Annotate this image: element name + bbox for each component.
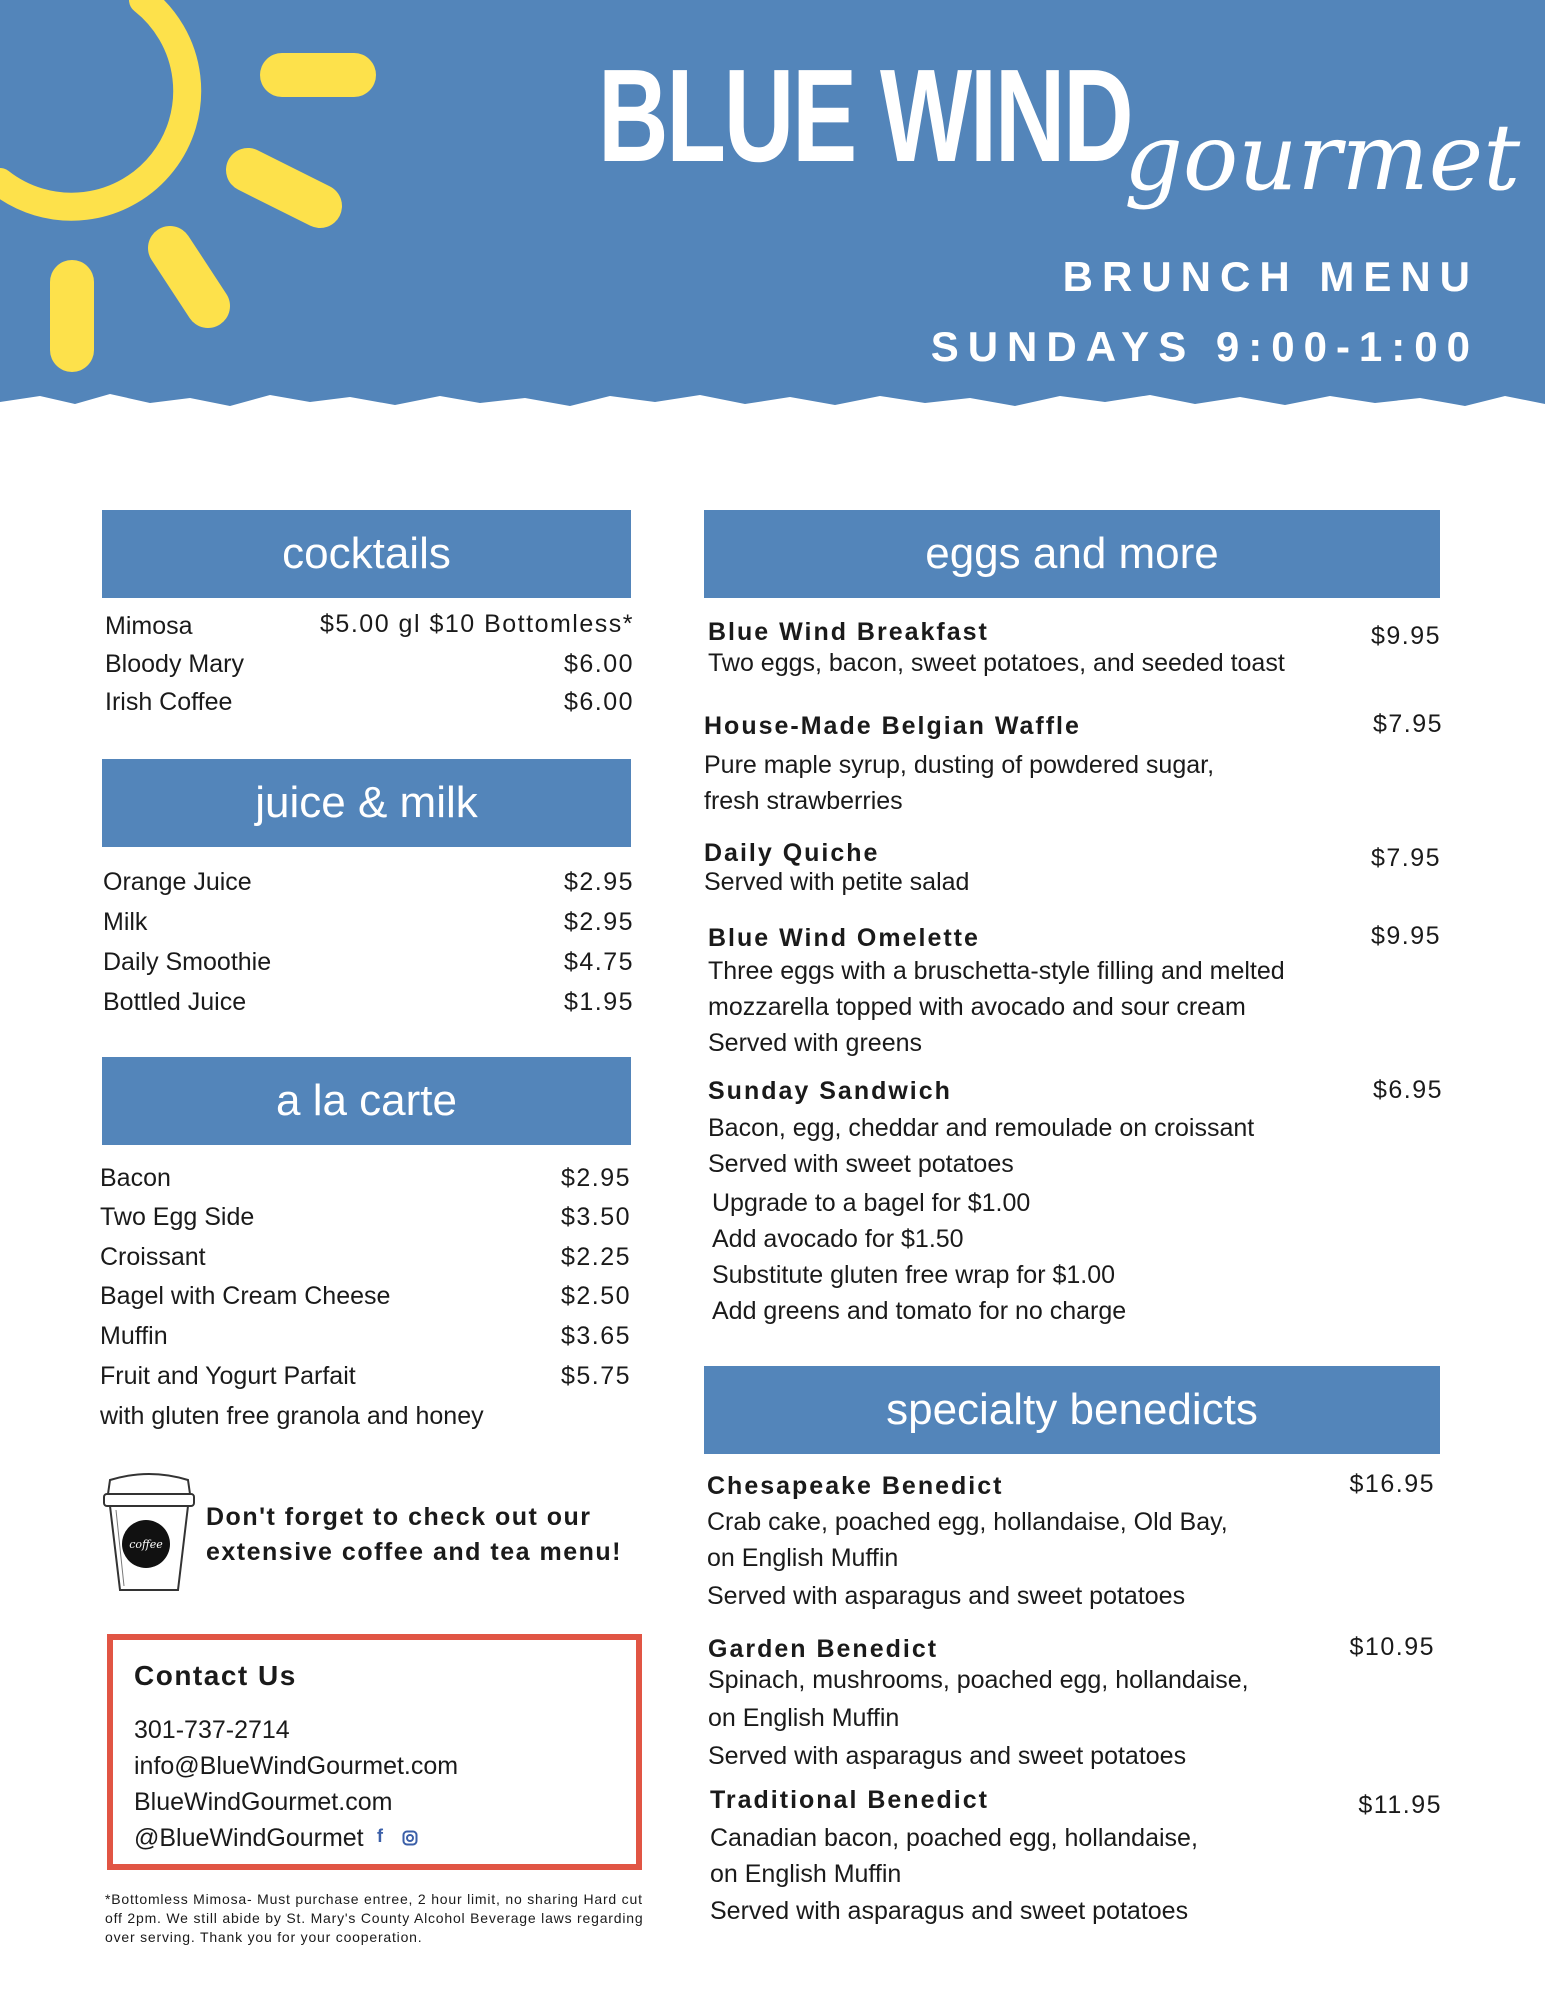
eggs-item-price: $9.95	[1370, 922, 1441, 950]
carte-price: $3.50	[560, 1203, 631, 1231]
addon-item: Upgrade to a bagel for $1.00	[712, 1189, 1031, 1217]
eggs-item-desc: fresh strawberries	[704, 787, 903, 815]
benedicts-heading: specialty benedicts	[704, 1366, 1440, 1454]
benedict-desc: on English Muffin	[708, 1704, 900, 1732]
benedict-title: Traditional Benedict	[710, 1786, 989, 1814]
header-banner	[0, 0, 1545, 418]
cocktail-item-irish-coffee: Irish Coffee	[105, 688, 233, 716]
benedict-desc: Served with asparagus and sweet potatoes	[707, 1582, 1186, 1610]
carte-item: Bagel with Cream Cheese	[100, 1282, 391, 1310]
torn-edge	[0, 384, 1545, 418]
brand-name: BLUE WIND	[598, 42, 1132, 189]
cocktail-item-mimosa: Mimosa	[105, 612, 193, 640]
facebook-icon[interactable]: f	[377, 1826, 383, 1846]
benedict-title: Chesapeake Benedict	[707, 1472, 1004, 1500]
eggs-item-title: Blue Wind Omelette	[708, 924, 980, 952]
contact-website[interactable]: BlueWindGourmet.com	[134, 1788, 393, 1816]
eggs-item-desc: Served with greens	[708, 1029, 923, 1057]
benedict-title: Garden Benedict	[708, 1635, 939, 1663]
juice-price: $4.75	[563, 948, 634, 976]
contact-title: Contact Us	[134, 1660, 297, 1691]
benedict-desc: on English Muffin	[710, 1860, 902, 1888]
carte-item: Bacon	[100, 1164, 171, 1192]
benedict-price: $10.95	[1349, 1633, 1435, 1661]
bottomless-footnote: *Bottomless Mimosa- Must purchase entree, 2 hour limit, no sharing Hard cut off 2pm. We still abide by St. Mary's County Alcohol Beverage laws regarding over serving. Thank you for your cooperation.	[105, 1891, 644, 1945]
cocktail-price-bloody-mary: $6.00	[563, 650, 634, 678]
addon-item: Add avocado for $1.50	[712, 1225, 964, 1253]
juice-price: $1.95	[563, 988, 634, 1016]
eggs-item-price: $6.95	[1372, 1076, 1443, 1104]
eggs-item-title: Daily Quiche	[704, 839, 880, 867]
cocktail-price-irish-coffee: $6.00	[563, 688, 634, 716]
brand-script: gourmet	[1124, 104, 1521, 211]
benedict-price: $16.95	[1349, 1470, 1435, 1498]
carte-price: $3.65	[560, 1322, 631, 1350]
eggs-item-desc: Served with petite salad	[704, 868, 970, 896]
benedict-desc: Served with asparagus and sweet potatoes	[708, 1742, 1187, 1770]
benedict-desc: Spinach, mushrooms, poached egg, hollandaise,	[708, 1666, 1249, 1694]
eggs-item-title: Sunday Sandwich	[708, 1077, 952, 1105]
coffee-promo-line1: Don't forget to check out our	[206, 1503, 592, 1531]
eggs-item-price: $7.95	[1370, 844, 1441, 872]
menu-subtitle: BRUNCH MENU	[1062, 253, 1479, 300]
contact-phone[interactable]: 301-737-2714	[134, 1716, 290, 1744]
juice-heading: juice & milk	[102, 759, 631, 847]
cocktail-price-mimosa: $5.00 gl $10 Bottomless*	[320, 610, 634, 638]
benedict-price: $11.95	[1358, 1791, 1442, 1819]
juice-item: Orange Juice	[103, 868, 252, 896]
juice-item: Milk	[103, 908, 148, 936]
benedict-desc: on English Muffin	[707, 1544, 899, 1572]
sun-icon	[0, 0, 380, 380]
eggs-item-price: $9.95	[1370, 622, 1441, 650]
contact-email[interactable]: info@BlueWindGourmet.com	[134, 1752, 459, 1780]
addon-item: Substitute gluten free wrap for $1.00	[712, 1261, 1116, 1289]
benedict-desc: Served with asparagus and sweet potatoes	[710, 1897, 1189, 1925]
juice-item: Daily Smoothie	[103, 948, 272, 976]
eggs-item-title: Blue Wind Breakfast	[708, 618, 989, 646]
carte-item: Two Egg Side	[100, 1203, 255, 1231]
cocktails-heading: cocktails	[102, 510, 631, 598]
addon-item: Add greens and tomato for no charge	[712, 1297, 1127, 1325]
carte-note: with gluten free granola and honey	[100, 1402, 484, 1430]
juice-price: $2.95	[563, 908, 634, 936]
eggs-heading: eggs and more	[704, 510, 1440, 598]
eggs-item-desc: mozzarella topped with avocado and sour cream	[708, 993, 1246, 1021]
eggs-item-desc: Two eggs, bacon, sweet potatoes, and seeded toast	[708, 649, 1285, 677]
coffee-promo-text	[206, 1500, 622, 1570]
cocktail-item-bloody-mary: Bloody Mary	[105, 650, 244, 678]
carte-price: $2.50	[560, 1282, 631, 1310]
coffee-cup-icon	[96, 1466, 202, 1596]
carte-item: Croissant	[100, 1243, 206, 1271]
benedict-desc: Canadian bacon, poached egg, hollandaise,	[710, 1824, 1198, 1852]
contact-box	[107, 1634, 642, 1870]
eggs-item-title: House-Made Belgian Waffle	[704, 712, 1081, 740]
juice-item: Bottled Juice	[103, 988, 247, 1016]
eggs-item-desc: Pure maple syrup, dusting of powdered sugar,	[704, 751, 1215, 779]
coffee-cup-label: coffee	[129, 1538, 163, 1551]
eggs-item-desc: Bacon, egg, cheddar and remoulade on croissant	[708, 1114, 1255, 1142]
carte-price: $2.25	[560, 1243, 631, 1271]
contact-handle[interactable]: @BlueWindGourmet	[134, 1824, 364, 1852]
carte-item: Muffin	[100, 1322, 168, 1350]
menu-hours: SUNDAYS 9:00-1:00	[930, 323, 1479, 370]
eggs-item-price: $7.95	[1372, 710, 1443, 738]
carte-price: $2.95	[560, 1164, 631, 1192]
juice-price: $2.95	[563, 868, 634, 896]
eggs-item-desc: Served with sweet potatoes	[708, 1150, 1014, 1178]
eggs-item-desc: Three eggs with a bruschetta-style filling and melted	[708, 957, 1285, 985]
carte-item: Fruit and Yogurt Parfait	[100, 1362, 356, 1390]
carte-heading: a la carte	[102, 1057, 631, 1145]
instagram-icon[interactable]	[402, 1830, 418, 1846]
carte-price: $5.75	[560, 1362, 631, 1390]
benedict-desc: Crab cake, poached egg, hollandaise, Old Bay,	[707, 1508, 1228, 1536]
coffee-promo-line2: extensive coffee and tea menu!	[206, 1538, 622, 1566]
